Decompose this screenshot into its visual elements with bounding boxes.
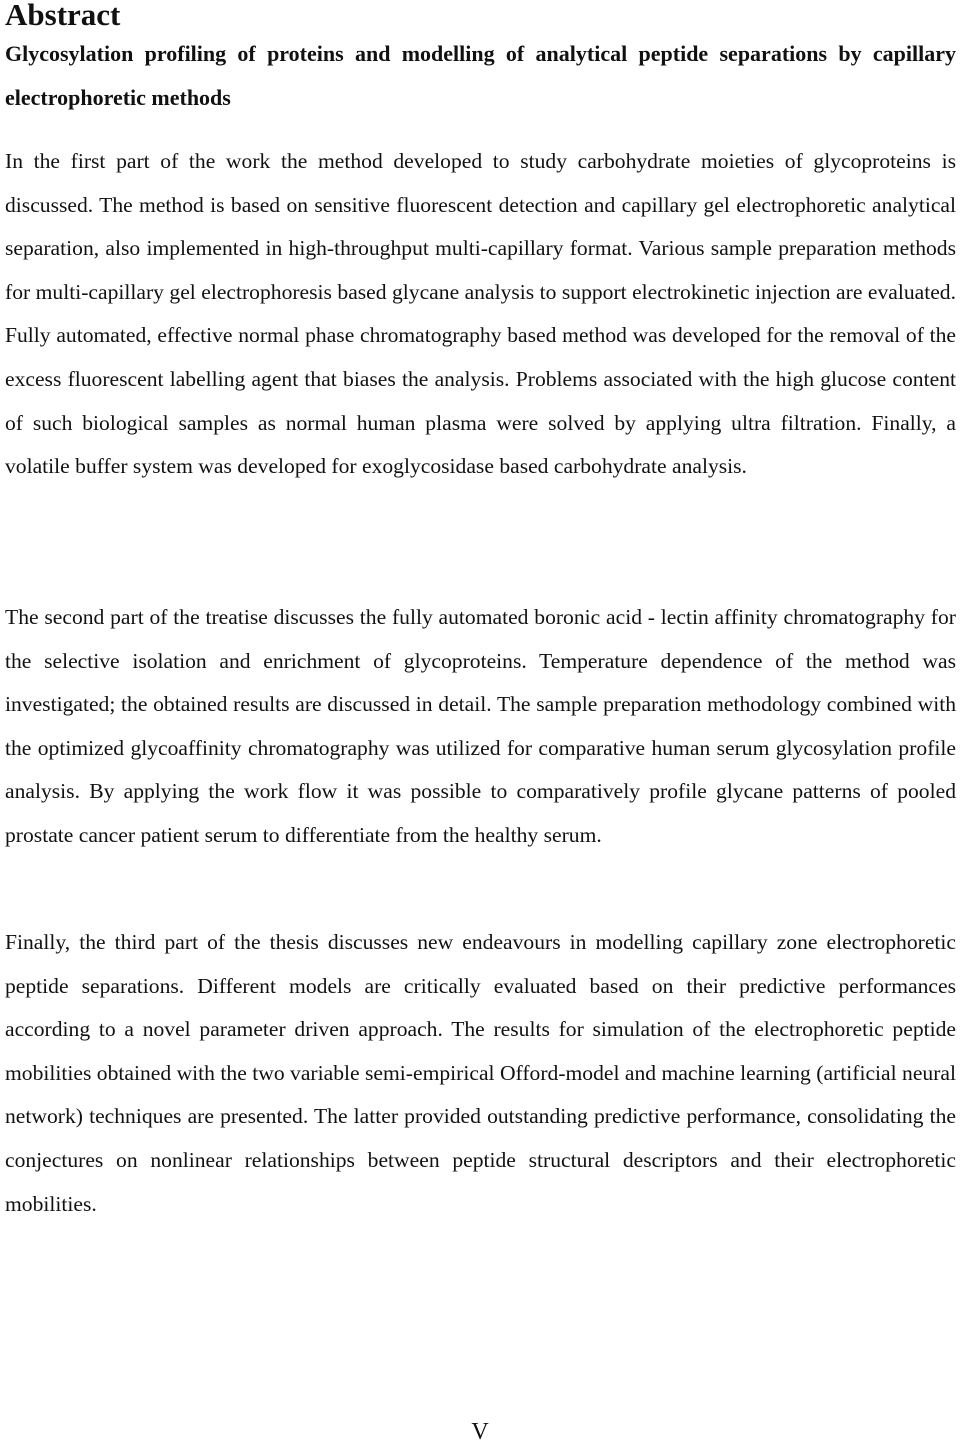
page-number: V bbox=[471, 1419, 489, 1445]
thesis-title: Glycosylation profiling of proteins and modelling of analytical peptide separations by capillary electrophoretic methods bbox=[5, 41, 956, 110]
abstract-paragraph-2: The second part of the treatise discusses the fully automated boronic acid - lectin affinity chromatography for the selective isolation and enrichment of glycoproteins. Temperature dependence of the method was investigated; the obtained results are discussed in detail. The sample preparation methodology combined with the optimized glycoaffinity chromatography was utilized for comparative human serum glycosylation profile analysis. By applying the work flow it was possible to comparatively profile glycane patterns of pooled prostate cancer patient serum to differentiate from the healthy serum. bbox=[5, 605, 956, 847]
abstract-paragraph-3: Finally, the third part of the thesis discusses new endeavours in modelling capillary zone electrophoretic peptide separations. Different models are critically evaluated based on their predictive performances according to a novel parameter driven approach. The results for simulation of the electrophoretic peptide mobilities obtained with the two variable semi-empirical Offord-model and machine learning (artificial neural network) techniques are presented. The latter provided outstanding predictive performance, consolidating the conjectures on nonlinear relationships between peptide structural descriptors and their electrophoretic mobilities. bbox=[5, 930, 956, 1216]
abstract-paragraph-1: In the first part of the work the method developed to study carbohydrate moieties of glycoproteins is discussed. The method is based on sensitive fluorescent detection and capillary gel electrophoretic analytical separation, also implemented in high-throughput multi-capillary format. Various sample preparation methods for multi-capillary gel electrophoresis based glycane analysis to support electrokinetic injection are evaluated. Fully automated, effective normal phase chromatography based method was developed for the removal of the excess fluorescent labelling agent that biases the analysis. Problems associated with the high glucose content of such biological samples as normal human plasma were solved by applying ultra filtration. Finally, a volatile buffer system was developed for exoglycosidase based carbohydrate analysis. bbox=[5, 149, 956, 479]
section-heading: Abstract bbox=[5, 0, 121, 32]
